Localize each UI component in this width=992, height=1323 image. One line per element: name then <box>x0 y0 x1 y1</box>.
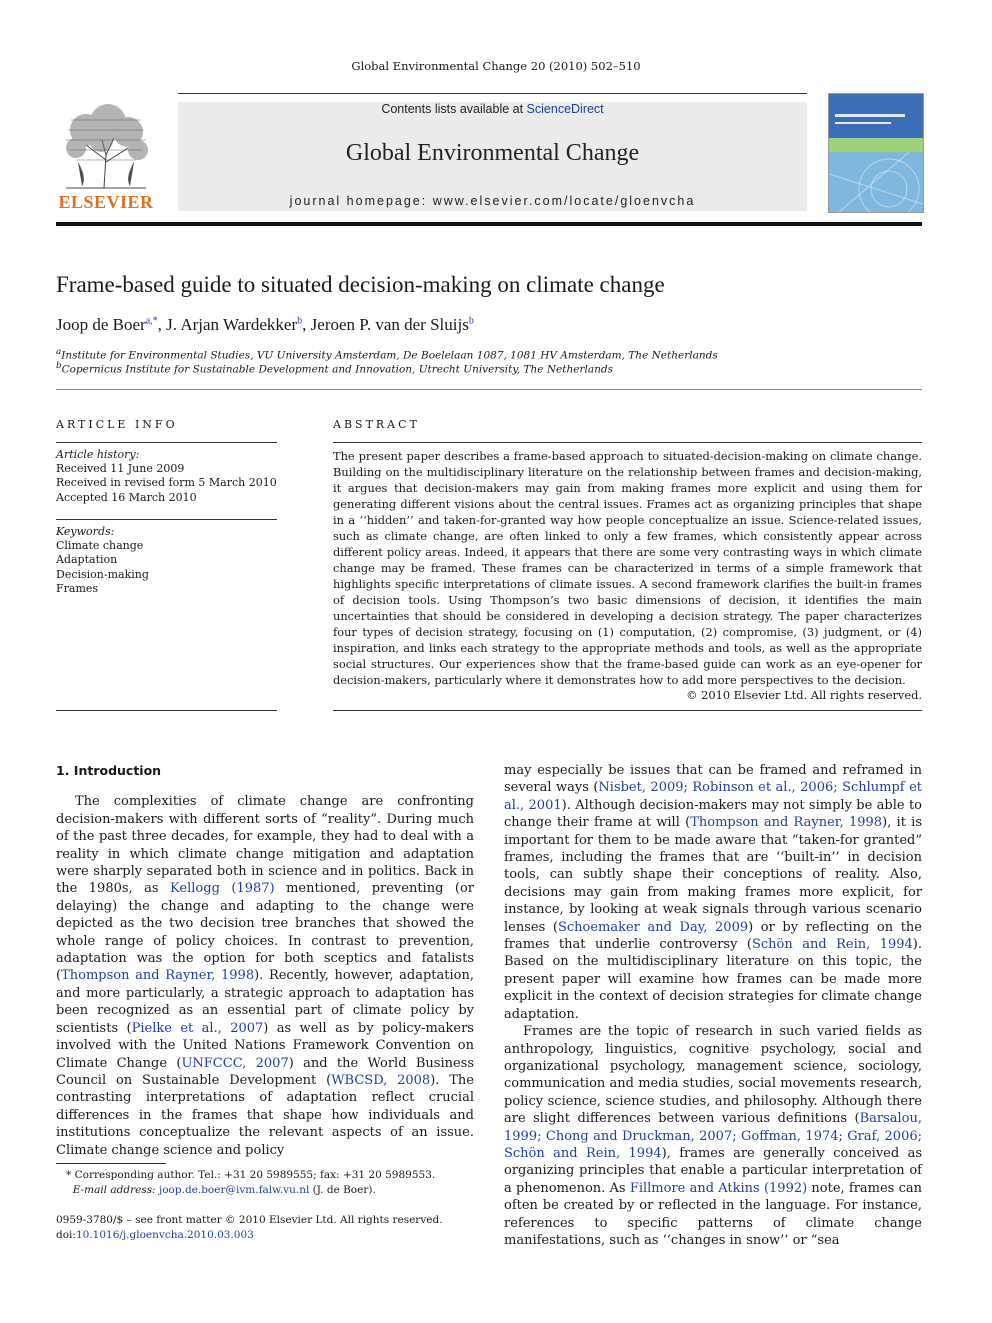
text-run: ). The contrasting interpretations of adaptation reflect crucial differences in the frames that shape how individuals and institutions conceptualize the relevant aspects of an issue. Climate change science and policy <box>56 1072 474 1158</box>
issn-block <box>56 1213 443 1243</box>
text-run: ). Recently, however, adaptation, and more particularly, a strategic approach to adaptation has been recognized as an essential part of climate policy by scientists ( <box>56 968 474 1036</box>
text-run: ). Although decision-makers may not simply be able to change their frame at will ( <box>504 797 922 831</box>
footnote-text: Corresponding author. Tel.: +31 20 5989555; fax: +31 20 5989553. <box>71 1169 436 1181</box>
affiliation-rule <box>56 389 922 390</box>
text-run: ). Based on the multidisciplinary literature on this topic, the present paper will examine how frames can be made more explicit in the context of decision strategies for climate change adaptation. <box>504 937 923 1022</box>
body-column-left <box>56 762 474 1159</box>
keywords-label: Keywords: <box>56 525 115 538</box>
article-info-heading: ARTICLE INFO <box>56 418 178 431</box>
history-label: Article history: <box>56 448 140 461</box>
elsevier-logo[interactable] <box>56 100 156 212</box>
author-affiliation-mark[interactable]: a,* <box>145 315 158 327</box>
affiliation-mark: a <box>56 347 62 357</box>
history-entry: Received 11 June 2009 <box>56 462 185 476</box>
citation-link[interactable]: Schoemaker and Day, 2009 <box>557 919 749 935</box>
history-entry: Accepted 16 March 2010 <box>56 490 197 504</box>
text-run: ), frames are generally conceived as organizing principles that enable a particular interpretation of a phenomenon. As <box>504 1145 922 1196</box>
footnote-rule <box>56 1163 166 1164</box>
affiliation <box>56 347 718 362</box>
keyword: Adaptation <box>56 553 118 567</box>
affiliation-text: Copernicus Institute for Sustainable Development and Innovation, Utrecht University, The Netherlands <box>61 363 613 376</box>
affiliation-text: Institute for Environmental Studies, VU University Amsterdam, De Boelelaan 1087, 1081 HV Amsterdam, The Netherlands <box>61 349 718 362</box>
history-entry: Received in revised form 5 March 2010 <box>56 476 277 490</box>
keyword: Climate change <box>56 539 144 553</box>
contents-line <box>178 102 807 116</box>
citation-link[interactable]: Kellogg (1987) <box>170 881 275 897</box>
footnote-mark: * <box>66 1169 72 1181</box>
keyword: Decision-making <box>56 567 149 581</box>
body-paragraph <box>56 793 474 1159</box>
running-head: Global Environmental Change 20 (2010) 502–510 <box>351 59 641 73</box>
author-name[interactable]: J. Arjan Wardekker <box>166 315 298 334</box>
abstract-copyright: © 2010 Elsevier Ltd. All rights reserved. <box>686 688 922 702</box>
citation-link[interactable]: WBCSD, 2008 <box>331 1072 431 1088</box>
abstract-heading: ABSTRACT <box>333 418 420 431</box>
citation-link[interactable]: Thompson and Rayner, 1998 <box>690 815 883 831</box>
text-run: ) and the World Business Council on Sustainable Development ( <box>56 1055 475 1088</box>
body-paragraph <box>504 1023 922 1249</box>
citation-link[interactable]: UNFCCC, 2007 <box>181 1055 289 1071</box>
contents-prefix: Contents lists available at <box>381 102 527 116</box>
section-heading-introduction: 1. Introduction <box>56 763 162 778</box>
masthead-bottom-rule <box>56 222 922 226</box>
divider <box>56 710 277 711</box>
text-run: ), it is important for them to be made aware that “taken-for granted” frames, including the frames that are ‘‘built-in’’ in decision tools, can subtly shape their conceptions of reality. Also, decisions may gain from making frames more explicit, for instance, by looking at weak signals through various scenario lenses ( <box>504 815 923 935</box>
citation-link[interactable]: Thompson and Rayner, 1998 <box>61 968 255 984</box>
email-link[interactable]: joop.de.boer@ivm.falw.vu.nl <box>158 1184 310 1196</box>
author-affiliation-mark[interactable]: b <box>297 315 303 327</box>
citation-link[interactable]: Nisbet, 2009; Robinson et al., 2006; Schlumpf et al., 2001 <box>504 780 922 813</box>
citation-link[interactable]: Barsalou, 1999; Chong and Druckman, 2007; Goffman, 1974; Graf, 2006; Schön and Rein, 1994 <box>504 1111 922 1161</box>
email-suffix: (J. de Boer). <box>309 1184 376 1196</box>
text-run: mentioned, preventing (or delaying) the change and adapting to the change were depicted as the two decision tree branches that showed the whole range of policy choices. In contrast to prevention, adaptation was the option for both sceptics and fatalists ( <box>56 881 475 984</box>
divider <box>56 442 277 443</box>
journal-title: Global Environmental Change <box>345 140 640 166</box>
sciencedirect-link[interactable]: ScienceDirect <box>526 102 604 116</box>
divider <box>333 442 922 443</box>
publisher-wordmark: ELSEVIER <box>58 192 154 212</box>
author-list: Joop de Boer$^{a,*}$, J. Arjan Wardekker$^b$, Jeroen P. van der Sluijs$^b$ <box>56 315 474 334</box>
keywords <box>56 525 277 596</box>
doi-link[interactable]: 10.1016/j.gloenvcha.2010.03.003 <box>75 1229 254 1241</box>
text-run: The complexities of climate change are confronting decision-makers with different sorts of “reality”. During much of the past three decades, for example, they had to deal with a reality in which climate change mitigation and adaptation were sharply separated both in science and in politics. Back in the 1980s, as <box>56 794 474 897</box>
body-column-right <box>504 762 922 1249</box>
citation-link[interactable]: Schön and Rein, 1994 <box>751 937 913 953</box>
divider <box>333 710 922 711</box>
article-title: Frame-based guide to situated decision-making on climate change <box>56 272 665 297</box>
doi-prefix: doi: <box>56 1229 76 1241</box>
journal-homepage[interactable]: journal homepage: www.elsevier.com/locate/gloenvcha <box>289 194 696 208</box>
keyword: Frames <box>56 581 99 595</box>
issn-line: 0959-3780/$ – see front matter © 2010 Elsevier Ltd. All rights reserved. <box>56 1214 443 1226</box>
citation-link[interactable]: Pielke et al., 2007 <box>131 1020 264 1036</box>
abstract-text: The present paper describes a frame-based approach to situated-decision-making on climate change. Building on the multidisciplinary literature on the relationship between frames and decision-making, it argues that decision-makers may gain from making frames more explicit and using them for generating different visions about the central issues. Frames act as organizing principles that shape in a ‘‘hidden’’ and taken-for-granted way how people conceptualize an issue. Science-related issues, such as climate change, are often linked to only a few frames, which consistently appear across different policy areas. Indeed, it appears that there are some very contrasting ways in which climate change may be framed. These frames can be characterized in terms of a simple framework that highlights specific interpretations of climate issues. A second framework clarifies the built-in frames of decision tools. Using Thompson’s two basic dimensions of decision, it identifies the main uncertainties that should be considered in developing a decision strategy. The paper characterizes four types of decision strategy, focusing on (1) computation, (2) compromise, (3) judgment, or (4) inspiration, and links each strategy to the appropriate methods and tools, as well as the appropriate social structures. Our experiences show that the frame-based guide can work as an eye-opener for decision-makers, particularly where it demonstrates how to add more perspectives to the decision. <box>333 449 922 687</box>
text-run: note, frames can often be created by or reflected in the language. For instance, references to specific patterns of climate change manifestations, such as ‘‘changes in snow’’ or “sea <box>504 1180 922 1248</box>
header-rule <box>178 93 807 94</box>
corresponding-author-footnote <box>56 1168 474 1198</box>
citation-link[interactable]: Fillmore and Atkins (1992) <box>629 1180 808 1196</box>
affiliation <box>56 361 613 376</box>
author-affiliation-mark[interactable]: b <box>468 315 474 327</box>
article-history <box>56 448 277 505</box>
author-name[interactable]: Joop de Boer <box>56 315 146 334</box>
affiliation-mark: b <box>56 361 62 371</box>
email-label: E-mail address: <box>72 1184 159 1196</box>
text-run: Frames are the topic of research in such varied fields as anthropology, linguistics, cognitive psychology, social and organizational psychology, management science, sociology, communication and media studies, social movements research, policy science, science studies, and philosophy. Although there are slight differences between various definitions ( <box>504 1024 922 1127</box>
cover-thumbnail-icon <box>829 94 923 212</box>
journal-cover-image[interactable] <box>828 93 924 213</box>
author-name[interactable]: Jeroen P. van der Sluijs <box>310 315 469 334</box>
divider <box>56 519 277 520</box>
text-run: may especially be issues that can be framed and reframed in several ways ( <box>504 763 922 796</box>
body-paragraph <box>504 762 922 1023</box>
text-run: ) or by reflecting on the frames that underlie controversy ( <box>504 919 923 953</box>
elsevier-tree-icon <box>56 100 156 192</box>
text-run: ) as well as by policy-makers involved with the United Nations Framework Convention on Climate Change ( <box>56 1020 474 1071</box>
